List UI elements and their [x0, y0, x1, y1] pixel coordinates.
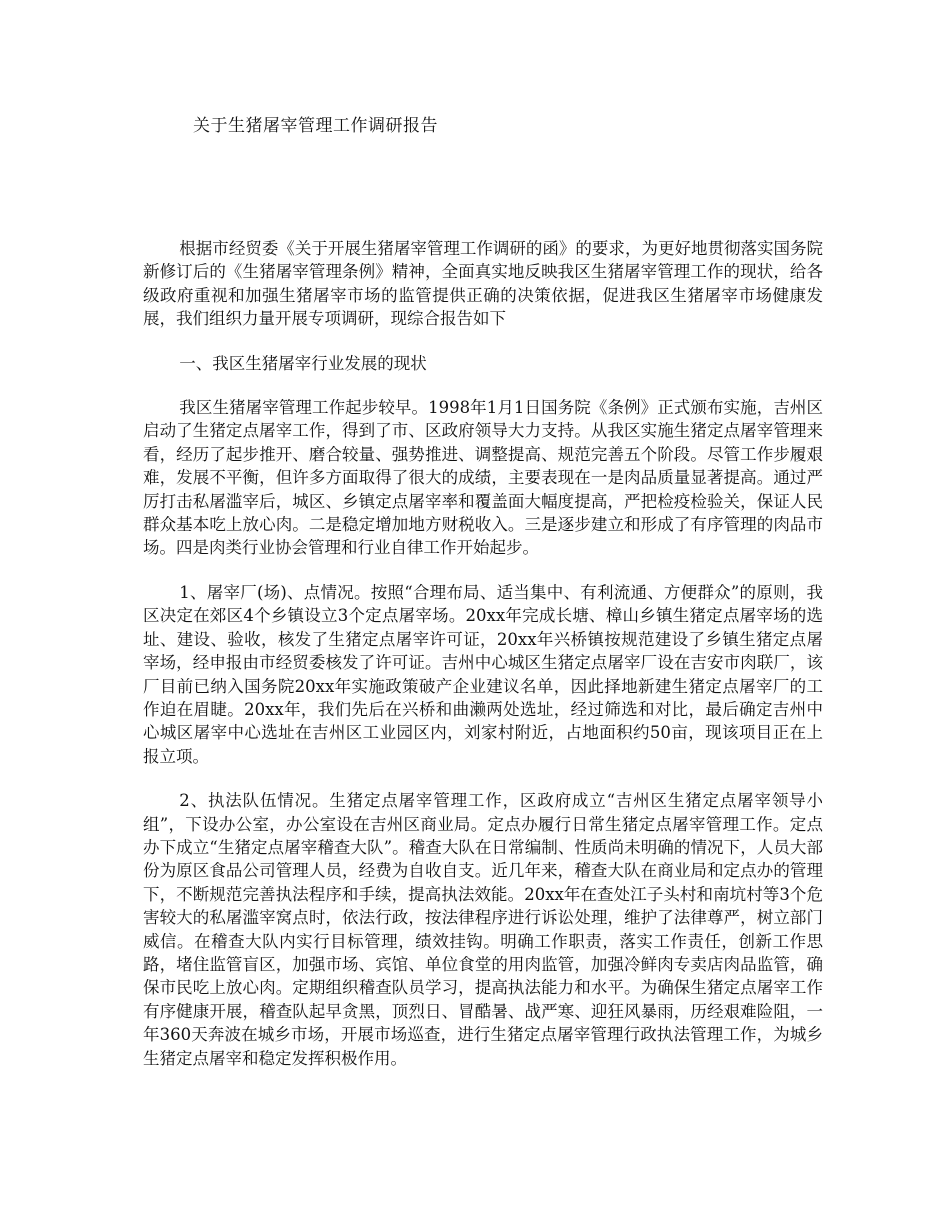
slaughterhouse-paragraph: 1、屠宰厂(场)、点情况。按照“合理布局、适当集中、有利流通、方便群众”的原则，我区决定在郊区4个乡镇设立3个定点屠宰场。20xx年完成长塘、樟山乡镇生猪定点屠宰场的选址、建设、验收，核发了生猪定点屠宰许可证，20xx年兴桥镇按规范建设了乡镇生猪定点屠宰场，经申报由市经贸委核发了许可证。吉州中心城区生猪定点屠宰厂设在吉安市肉联厂，该厂目前已纳入国务院20xx年实施政策破产企业建议名单，因此择地新建生猪定点屠宰厂的工作迫在眉睫。20xx年，我们先后在兴桥和曲濑两处选址，经过筛选和对比，最后确定吉州中心城区屠宰中心选址在吉州区工业园区内，刘家村附近，占地面积约50亩，现该项目正在上报立项。: [143, 582, 823, 766]
section-heading: 一、我区生猪屠宰行业发展的现状: [179, 353, 427, 373]
intro-paragraph: 根据市经贸委《关于开展生猪屠宰管理工作调研的函》的要求，为更好地贯彻落实国务院新修订后的《生猪屠宰管理条例》精神，全面真实地反映我区生猪屠宰管理工作的现状，给各级政府重视和加强生猪屠宰市场的监管提供正确的决策依据，促进我区生猪屠宰市场健康发展，我们组织力量开展专项调研，现综合报告如下: [143, 239, 823, 329]
document-body: [143, 237, 823, 1070]
enforcement-paragraph: 2、执法队伍情况。生猪定点屠宰管理工作，区政府成立“吉州区生猪定点屠宰领导小组”，下设办公室，办公室设在吉州区商业局。定点办履行日常生猪定点屠宰管理工作。定点办下成立“生猪定点屠宰稽查大队”。稽查大队在日常编制、性质尚未明确的情况下，人员大部份为原区食品公司管理人员，经费为自收自支。近几年来，稽查大队在商业局和定点办的管理下，不断规范完善执法程序和手续，提高执法效能。20xx年在查处江子头村和南坑村等3个危害较大的私屠滥宰窝点时，依法行政，按法律程序进行诉讼处理，维护了法律尊严，树立部门威信。在稽查大队内实行目标管理，绩效挂钩。明确工作职责，落实工作责任，创新工作思路，堵住监管盲区，加强市场、宾馆、单位食堂的用肉监管，加强冷鲜肉专卖店肉品监管，确保市民吃上放心肉。定期组织稽查队员学习，提高执法能力和水平。为确保生猪定点屠宰工作有序健康开展，稽查队起早贪黑，顶烈日、冒酷暑、战严寒、迎狂风暴雨，历经艰难险阻，一年360天奔波在城乡市场，开展市场巡查，进行生猪定点屠宰管理行政执法管理工作，为城乡生猪定点屠宰和稳定发挥积极作用。: [143, 791, 823, 1068]
status-paragraph: 我区生猪屠宰管理工作起步较早。1998年1月1日国务院《条例》正式颁布实施，吉州区启动了生猪定点屠宰工作，得到了市、区政府领导大力支持。从我区实施生猪定点屠宰管理来看，经历了起步推开、磨合较量、强势推进、调整提高、规范完善五个阶段。尽管工作步履艰难，发展不平衡，但许多方面取得了很大的成绩，主要表现在一是肉品质量显著提高。通过严厉打击私屠滥宰后，城区、乡镇定点屠宰率和覆盖面大幅度提高，严把检疫检验关，保证人民群众基本吃上放心肉。二是稳定增加地方财税收入。三是逐步建立和形成了有序管理的肉品市场。四是肉类行业协会管理和行业自律工作开始起步。: [143, 398, 823, 558]
document-title: 关于生猪屠宰管理工作调研报告: [193, 116, 438, 136]
